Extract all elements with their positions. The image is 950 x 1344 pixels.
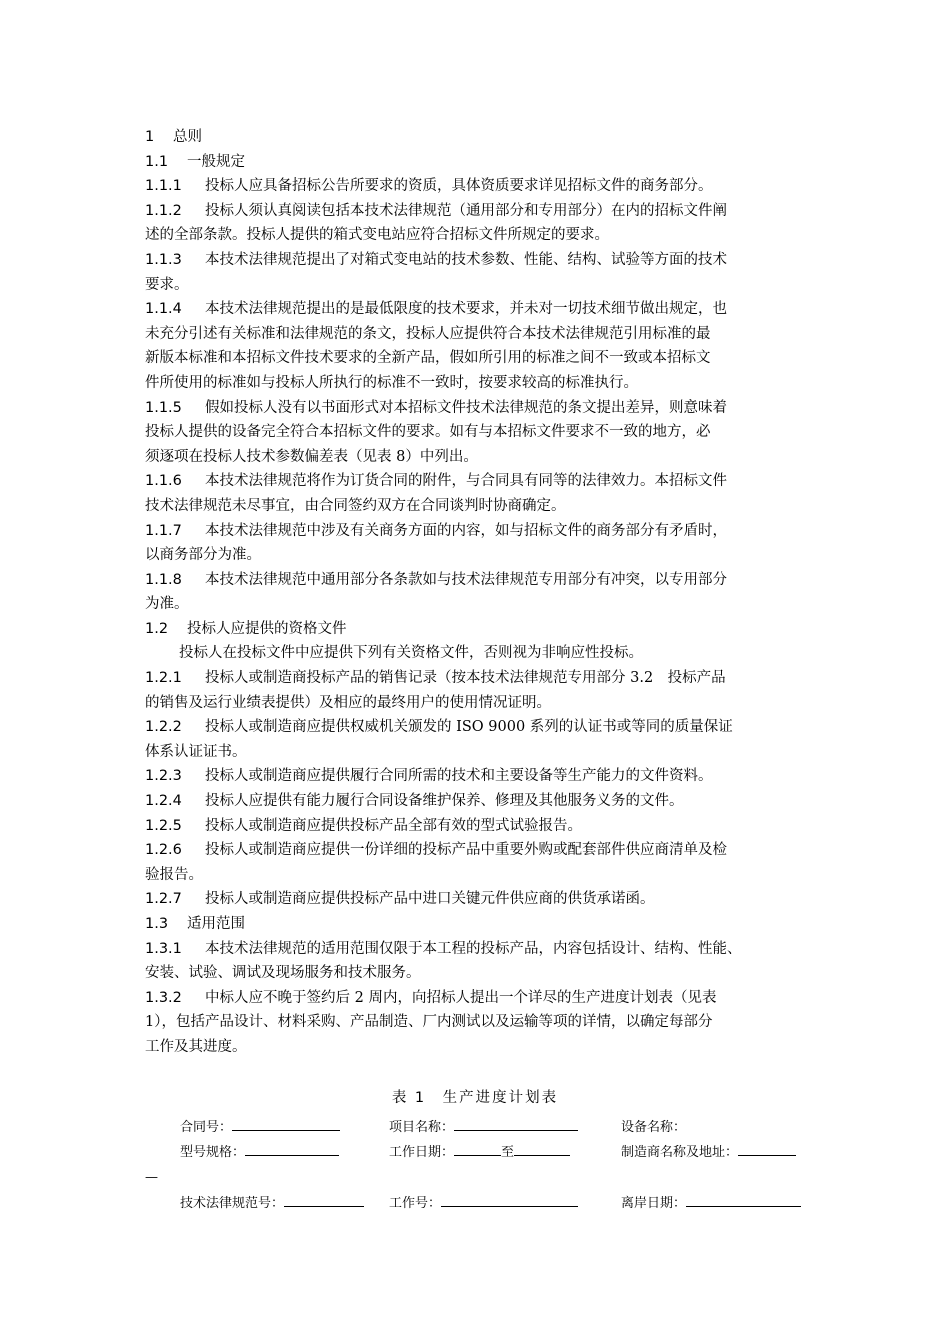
model-spec-label: 型号规格： <box>180 1145 246 1160</box>
model-spec-field <box>180 1141 339 1160</box>
manufacturer-label: 制造商名称及地址： <box>621 1145 739 1160</box>
tech-spec-no-field <box>180 1192 364 1211</box>
line-text: 投标人提供的设备完全符合本招标文件的要求。如有与本招标文件要求不一致的地方，必 <box>145 424 711 441</box>
paragraph-line <box>145 1035 820 1060</box>
paragraph-line <box>145 248 820 273</box>
section-number: 1.1.1 <box>145 178 182 195</box>
line-text: 投标人应具备招标公告所要求的资质，具体资质要求详见招标文件的商务部分。 <box>205 178 713 195</box>
line-text: 一般规定 <box>187 153 245 170</box>
equipment-name-label: 设备名称： <box>621 1120 687 1135</box>
work-date-end-blank <box>514 1143 570 1156</box>
line-text: 新版本标准和本招标文件技术要求的全新产品，假如所引用的标准之间不一致或本招标文 <box>145 350 711 367</box>
section-number: 1.3.1 <box>145 940 182 957</box>
section-number: 1.2.3 <box>145 768 182 785</box>
paragraph-line <box>145 494 820 519</box>
project-name-blank <box>454 1118 578 1131</box>
paragraph-line <box>145 469 820 494</box>
section-number: 1.2 <box>145 620 169 637</box>
section-number: 1.2.6 <box>145 842 182 859</box>
line-text: 本技术法律规范提出了对箱式变电站的技术参数、性能、结构、试验等方面的技术 <box>205 251 727 268</box>
line-text: 以商务部分为准。 <box>145 547 261 564</box>
paragraph-line <box>145 371 820 396</box>
contract-no-field <box>180 1116 340 1135</box>
paragraph-line <box>145 715 820 740</box>
paragraph-line <box>145 986 820 1011</box>
section-number: 1.1 <box>145 153 169 170</box>
line-text: 述的全部条款。投标人提供的箱式变电站应符合招标文件所规定的要求。 <box>145 227 609 244</box>
line-text: 须逐项在投标人技术参数偏差表（见表 8）中列出。 <box>145 448 478 465</box>
line-text: 投标人或制造商应提供权威机关颁发的 ISO 9000 系列的认证书或等同的质量保证 <box>205 719 733 736</box>
line-text: 投标人应提供有能力履行合同设备维护保养、修理及其他服务义务的文件。 <box>205 793 684 810</box>
section-number: 1.2.2 <box>145 719 182 736</box>
section-number: 1.2.1 <box>145 670 182 687</box>
section-number: 1.1.3 <box>145 251 182 268</box>
line-text: 体系认证证书。 <box>145 743 247 760</box>
section-number: 1.3 <box>145 916 169 932</box>
paragraph-line <box>145 937 820 962</box>
project-name-field <box>389 1116 578 1135</box>
contract-no-blank <box>232 1118 340 1131</box>
paragraph-line <box>145 961 820 986</box>
paragraph-line <box>145 519 820 544</box>
section-number: 1.1.8 <box>145 571 182 588</box>
paragraph-line <box>145 396 820 421</box>
work-no-blank <box>441 1194 578 1207</box>
paragraph-line <box>145 863 820 888</box>
section-number: 1.1.5 <box>145 399 182 416</box>
line-text: 中标人应不晚于签约后 2 周内，向招标人提出一个详尽的生产进度计划表（见表 <box>205 989 717 1006</box>
section-number: 1.3.2 <box>145 989 182 1006</box>
section-heading <box>145 617 820 642</box>
paragraph-line <box>145 592 820 617</box>
departure-date-field <box>621 1192 801 1211</box>
line-text: 本技术法律规范的适用范围仅限于本工程的投标产品，内容包括设计、结构、性能、 <box>205 940 742 957</box>
line-text: 投标人须认真阅读包括本技术法律规范（通用部分和专用部分）在内的招标文件阐 <box>205 202 727 219</box>
section-number: 1 <box>145 129 155 145</box>
section-number: 1.2.4 <box>145 793 182 810</box>
line-text: 适用范围 <box>187 916 245 932</box>
work-date-field <box>389 1141 570 1160</box>
manufacturer-field <box>621 1141 796 1160</box>
section-number: 1.2.7 <box>145 891 182 908</box>
departure-date-blank <box>686 1194 801 1207</box>
paragraph-line <box>145 740 820 765</box>
section-number: 1.1.2 <box>145 202 182 219</box>
work-date-label: 工作日期： <box>389 1145 455 1160</box>
line-text: 的销售及运行业绩表提供）及相应的最终用户的使用情况证明。 <box>145 694 551 711</box>
line-text: 安装、试验、调试及现场服务和技术服务。 <box>145 965 421 982</box>
work-date-start-blank <box>454 1143 501 1156</box>
paragraph-line <box>145 199 820 224</box>
tech-spec-no-label: 技术法律规范号： <box>180 1196 285 1211</box>
table-title: 表 1 生产进度计划表 <box>391 1090 559 1106</box>
work-date-to: 至 <box>501 1145 515 1160</box>
section-number: 1.1.6 <box>145 473 182 490</box>
line-text: 投标人或制造商应提供一份详细的投标产品中重要外购或配套部件供应商清单及检 <box>205 842 727 859</box>
paragraph-line <box>145 420 820 445</box>
line-text: 投标人或制造商应提供投标产品中进口关键元件供应商的供货承诺函。 <box>205 891 655 908</box>
line-text: 为准。 <box>145 596 189 613</box>
paragraph-line <box>145 887 820 912</box>
tech-spec-no-blank <box>284 1194 364 1207</box>
line-text: 投标人或制造商投标产品的销售记录（按本技术法律规范专用部分 3.2 投标产品 <box>205 670 726 687</box>
paragraph-line <box>145 445 820 470</box>
equipment-name-field <box>621 1116 686 1135</box>
line-text: 投标人应提供的资格文件 <box>187 620 347 637</box>
project-name-label: 项目名称： <box>389 1120 455 1135</box>
section-number: 1.1.4 <box>145 301 182 318</box>
line-text: 投标人或制造商应提供投标产品全部有效的型式试验报告。 <box>205 817 582 834</box>
section-heading <box>145 150 820 175</box>
section-number: 1.1.7 <box>145 522 182 539</box>
model-spec-blank <box>245 1143 339 1156</box>
paragraph-line <box>145 297 820 322</box>
section-heading <box>145 912 820 937</box>
work-no-label: 工作号： <box>389 1196 442 1211</box>
paragraph-line <box>145 174 820 199</box>
line-text: 件所使用的标准如与投标人所执行的标准不一致时，按要求较高的标准执行。 <box>145 374 638 391</box>
paragraph-line <box>145 223 820 248</box>
line-text: 1），包括产品设计、材料采购、产品制造、厂内测试以及运输等项的详情，以确定每部分 <box>145 1014 713 1031</box>
paragraph-line <box>145 838 820 863</box>
line-text: 要求。 <box>145 276 189 293</box>
line-text: 本技术法律规范提出的是最低限度的技术要求，并未对一切技术细节做出规定，也 <box>205 301 727 318</box>
manufacturer-blank <box>738 1143 796 1156</box>
line-text: 假如投标人没有以书面形式对本招标文件技术法律规范的条文提出差异，则意味着 <box>205 399 727 416</box>
line-text: 本技术法律规范中涉及有关商务方面的内容，如与招标文件的商务部分有矛盾时， <box>205 522 727 539</box>
line-text: 投标人或制造商应提供履行合同所需的技术和主要设备等生产能力的文件资料。 <box>205 768 713 785</box>
manufacturer-blank-wrap: — <box>145 1170 158 1185</box>
section-heading <box>145 125 820 150</box>
paragraph-line <box>145 789 820 814</box>
paragraph-line <box>145 346 820 371</box>
paragraph-line <box>145 764 820 789</box>
section-number: 1.2.5 <box>145 817 182 834</box>
document-body <box>145 125 820 1060</box>
line-text: 投标人在投标文件中应提供下列有关资格文件，否则视为非响应性投标。 <box>179 645 643 662</box>
line-text: 工作及其进度。 <box>145 1038 247 1055</box>
paragraph-line <box>145 666 820 691</box>
paragraph-line <box>145 814 820 839</box>
line-text: 本技术法律规范中通用部分各条款如与技术法律规范专用部分有冲突，以专用部分 <box>205 571 727 588</box>
paragraph-line <box>145 691 820 716</box>
work-no-field <box>389 1192 578 1211</box>
paragraph-line <box>145 641 820 666</box>
line-text: 技术法律规范未尽事宜，由合同签约双方在合同谈判时协商确定。 <box>145 497 566 514</box>
paragraph-line <box>145 543 820 568</box>
line-text: 本技术法律规范将作为订货合同的附件，与合同具有同等的法律效力。本招标文件 <box>205 473 727 490</box>
paragraph-line <box>145 273 820 298</box>
line-text: 验报告。 <box>145 866 203 883</box>
paragraph-line <box>145 1010 820 1035</box>
paragraph-line <box>145 568 820 593</box>
paragraph-line <box>145 322 820 347</box>
line-text: 未充分引述有关标准和法律规范的条文，投标人应提供符合本技术法律规范引用标准的最 <box>145 325 711 342</box>
line-text: 总则 <box>173 129 202 145</box>
contract-no-label: 合同号： <box>180 1120 233 1135</box>
departure-date-label: 离岸日期： <box>621 1196 687 1211</box>
